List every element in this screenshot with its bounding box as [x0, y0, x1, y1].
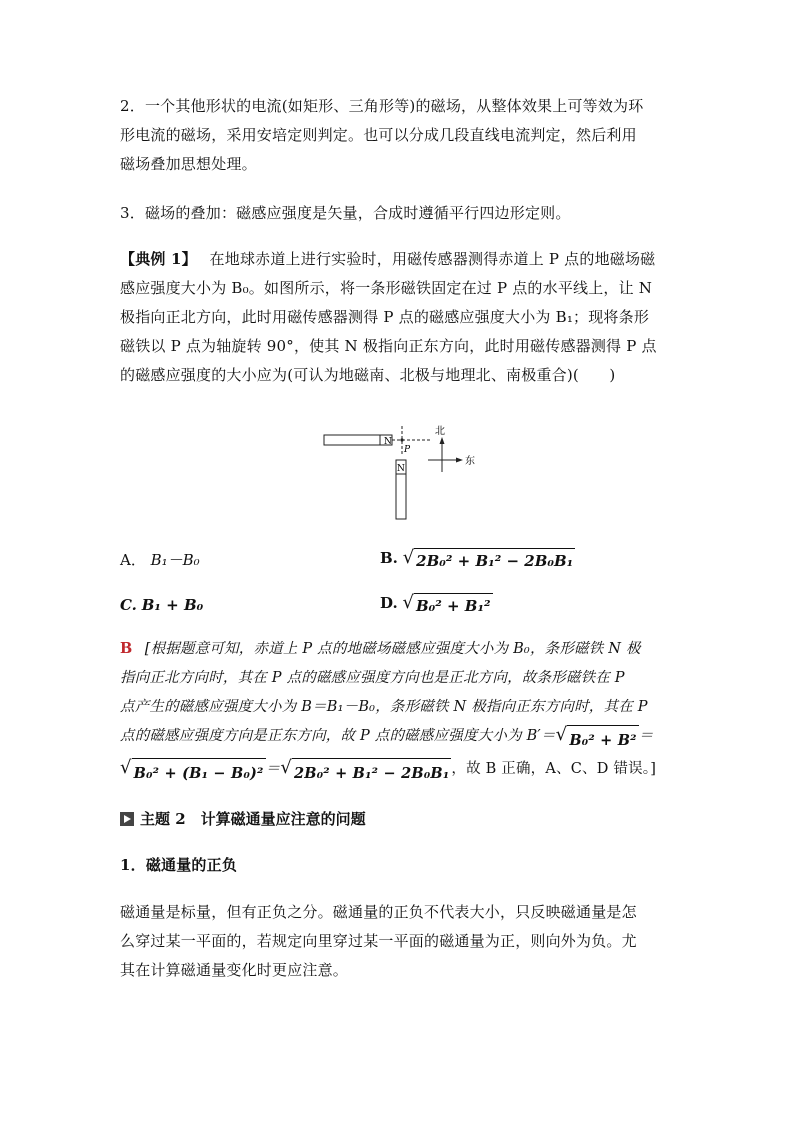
- section-1-heading: [120, 851, 680, 880]
- option-c[interactable]: [120, 593, 203, 617]
- east-label: 东: [465, 456, 475, 467]
- item-2-line: 磁场叠加思想处理。: [120, 155, 257, 173]
- item-2-paragraph: [120, 92, 680, 179]
- magnet-figure: [318, 420, 488, 524]
- body-line: 其在计算磁通量变化时更应注意。: [120, 961, 349, 979]
- point-p: [400, 438, 403, 441]
- east-arrow-icon: [456, 458, 463, 463]
- body-line: 磁通量是标量，但有正负之分。磁通量的正负不代表大小，只反映磁通量是怎: [120, 903, 637, 921]
- point-p-label: P: [404, 445, 411, 455]
- flux-sign-paragraph: [120, 898, 680, 985]
- example-line: 的磁感应强度的大小应为(可认为地磁南、北极与地理北、南极重合)( ): [120, 366, 616, 384]
- vertical-magnet-body: [396, 474, 406, 519]
- horizontal-magnet-n-label: N: [384, 437, 392, 447]
- solution-line: 点产生的磁感应强度大小为 B＝B₁－B₀，条形磁铁 N 极指向正东方向时，其在 P: [120, 699, 648, 715]
- option-d-text: B₀² + B₁²: [414, 593, 493, 618]
- solution-root: B₀² + (B₁ − B₀)²: [132, 758, 266, 788]
- example-1-paragraph: [120, 245, 680, 390]
- option-c-text: B₁ + B₀: [141, 596, 204, 614]
- solution-root: 2B₀² + B₁² − 2B₀B₁: [292, 758, 451, 788]
- example-line: 感应强度大小为 B₀。如图所示，将一条形磁铁固定在过 P 点的水平线上，让 N: [120, 279, 653, 297]
- answer-letter: B: [120, 640, 133, 657]
- option-b-label: B.: [380, 549, 398, 567]
- option-b-text: 2B₀² + B₁² − 2B₀B₁: [414, 548, 575, 573]
- option-b[interactable]: B. √ 2B₀² + B₁² − 2B₀B₁: [380, 546, 575, 573]
- solution-line: [根据题意可知，赤道上 P 点的地磁场磁感应强度大小为 B₀，条形磁铁 N 极: [144, 641, 641, 657]
- item-3-line: 3．磁场的叠加：磁感应强度是矢量，合成时遵循平行四边形定则。: [120, 204, 571, 222]
- example-line: 在地球赤道上进行实验时，用磁传感器测得赤道上 P 点的地磁场磁: [209, 250, 656, 268]
- example-label: 【典例 1】: [120, 250, 190, 268]
- section-1-title: 1．磁通量的正负: [120, 856, 238, 874]
- option-a[interactable]: [120, 548, 200, 572]
- solution-conclusion: ，故 B 正确，A、C、D 错误。]: [451, 761, 657, 777]
- solution-root: B₀² + B²: [567, 725, 638, 755]
- item-2-line: 2．一个其他形状的电流(如矩形、三角形等)的磁场，从整体效果上可等效为环: [120, 97, 644, 115]
- option-a-label: A．: [120, 551, 146, 569]
- example-line: 极指向正北方向，此时用磁传感器测得 P 点的磁感应强度大小为 B₁；现将条形: [120, 308, 650, 326]
- solution-equals: ＝: [265, 761, 281, 777]
- solution-equals: ＝: [638, 728, 654, 744]
- north-arrow-icon: [440, 437, 445, 444]
- play-marker-icon: [120, 812, 134, 826]
- horizontal-magnet-body: [324, 435, 380, 445]
- topic-2-heading: [120, 808, 366, 829]
- solution-line: 指向正北方向时，其在 P 点的磁感应强度方向也是正北方向，故条形磁铁在 P: [120, 670, 625, 686]
- vertical-magnet-n-label: N: [397, 464, 405, 474]
- solution-line: 点的磁感应强度方向是正东方向，故 P 点的磁感应强度大小为 B′＝: [120, 728, 556, 744]
- option-a-text: B₁－B₀: [150, 551, 200, 569]
- solution-paragraph: B [根据题意可知，赤道上 P 点的地磁场磁感应强度大小为 B₀，条形磁铁 N 极 指向正北方向时，其在 P 点的磁感应强度方向也是正北方向，故条形磁铁在 P 点产生的磁感应强度大小为 B＝B₁－B₀，条形磁铁 N 极指向正东方向时，其在 P 点的磁感应强度方向是正东方向，故 P 点的磁感应强度大小为 B′＝ √ B₀² + B² ＝ √ B₀² + (B₁ − B₀)² ＝ √ 2B₀² + B₁² − 2B₀B₁ ，故 B 正确，A、C、D 错误。]: [120, 634, 680, 788]
- item-3-paragraph: [120, 199, 680, 228]
- option-d-label: D.: [380, 594, 398, 612]
- north-label: 北: [435, 426, 445, 437]
- example-line: 磁铁以 P 点为轴旋转 90°，使其 N 极指向正东方向，此时用磁传感器测得 P 点: [120, 337, 657, 355]
- topic-2-title: 主题 2 计算磁通量应注意的问题: [140, 810, 366, 828]
- option-c-label: C.: [120, 596, 137, 614]
- body-line: 么穿过某一平面的，若规定向里穿过某一平面的磁通量为正，则向外为负。尤: [120, 932, 637, 950]
- option-d[interactable]: D. √ B₀² + B₁²: [380, 591, 493, 618]
- item-2-line: 形电流的磁场，采用安培定则判定。也可以分成几段直线电流判定，然后利用: [120, 126, 637, 144]
